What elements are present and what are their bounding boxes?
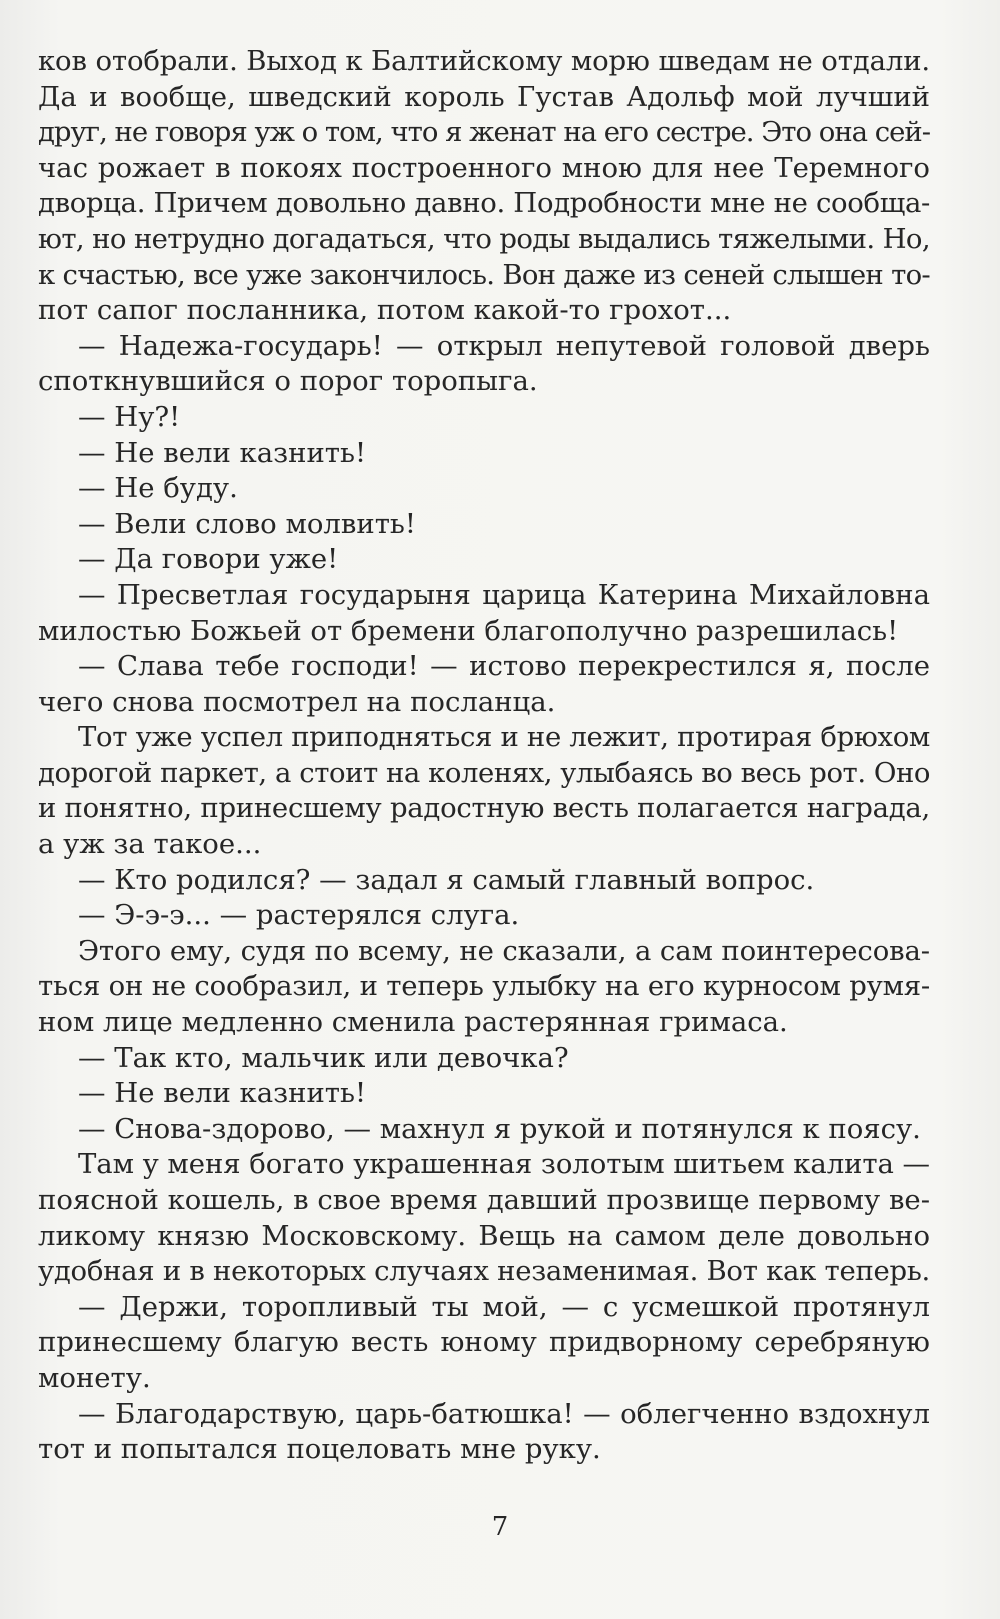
text-line: ликому князю Московскому. Вещь на самом деле довольно: [38, 1219, 930, 1252]
text-line: — Вели слово молвить!: [78, 507, 416, 540]
text-line: ться он не сообразил, и теперь улыбку на его курносом румя-: [38, 970, 930, 1003]
text-line: — Пресветлая государыня царица Катерина Михайловна: [78, 578, 930, 611]
text-line: удобная и в некоторых случаях незаменимая. Вот как теперь.: [38, 1255, 930, 1288]
text-line: пот сапог посланника, потом какой-то грохот...: [38, 294, 732, 327]
text-line: дворца. Причем довольно давно. Подробности мне не сообща-: [38, 187, 930, 220]
text-line: — Ну?!: [78, 400, 181, 433]
text-line: — Не вели казнить!: [78, 436, 367, 469]
text-line: ном лице медленно сменила растерянная гримаса.: [38, 1006, 788, 1039]
text-line: друг, не говоря уж о том, что я женат на его сестре. Это она сей-: [38, 116, 930, 149]
text-line: — Надежа-государь! — открыл непутевой головой дверь: [78, 329, 930, 362]
text-line: милостью Божьей от бремени благополучно разрешилась!: [38, 614, 899, 647]
text-line: тот и попытался поцеловать мне руку.: [38, 1433, 601, 1466]
text-line: — Не буду.: [78, 472, 238, 505]
text-line: — Кто родился? — задал я самый главный вопрос.: [78, 863, 815, 896]
text-line: споткнувшийся о порог торопыга.: [38, 365, 538, 398]
text-line: к счастью, все уже закончилось. Вон даже из сеней слышен то-: [38, 258, 930, 291]
text-line: чего снова посмотрел на посланца.: [38, 685, 556, 718]
text-line: Тот уже успел приподняться и не лежит, протирая брюхом: [78, 721, 930, 754]
text-line: и понятно, принесшему радостную весть полагается награда,: [38, 792, 930, 825]
text-line: — Благодарствую, царь-батюшка! — облегченно вздохнул: [78, 1397, 930, 1430]
text-line: — Снова-здорово, — махнул я рукой и потянулся к поясу.: [78, 1112, 921, 1145]
body-text: [38, 44, 930, 1468]
text-line: час рожает в покоях построенного мною для нее Теремного: [38, 151, 930, 184]
page-number: 7: [491, 1512, 509, 1542]
text-line: — Да говори уже!: [78, 543, 339, 576]
text-line: — Держи, торопливый ты мой, — с усмешкой протянул: [78, 1290, 930, 1323]
text-line: ют, но нетрудно догадаться, что роды выдались тяжелыми. Но,: [38, 222, 930, 255]
text-line: монету.: [38, 1361, 151, 1394]
text-line: — Слава тебе господи! — истово перекрестился я, после: [78, 650, 930, 683]
text-line: — Э-э-э... — растерялся слуга.: [78, 899, 520, 932]
text-line: принесшему благую весть юному придворному серебряную: [38, 1326, 930, 1359]
text-line: — Так кто, мальчик или девочка?: [78, 1041, 569, 1074]
text-line: а уж за такое...: [38, 828, 262, 861]
text-line: Этого ему, судя по всему, не сказали, а сам поинтересова-: [78, 934, 930, 967]
text-line: Да и вообще, шведский король Густав Адольф мой лучший: [38, 80, 930, 113]
text-line: — Не вели казнить!: [78, 1077, 367, 1110]
text-line: поясной кошель, в свое время давший прозвище первому ве-: [38, 1184, 930, 1216]
text-line: дорогой паркет, а стоит на коленях, улыбаясь во весь рот. Оно: [38, 756, 930, 789]
text-line: ков отобрали. Выход к Балтийскому морю шведам не отдали.: [38, 45, 930, 77]
text-line: Там у меня богато украшенная золотым шитьем калита —: [78, 1148, 930, 1181]
